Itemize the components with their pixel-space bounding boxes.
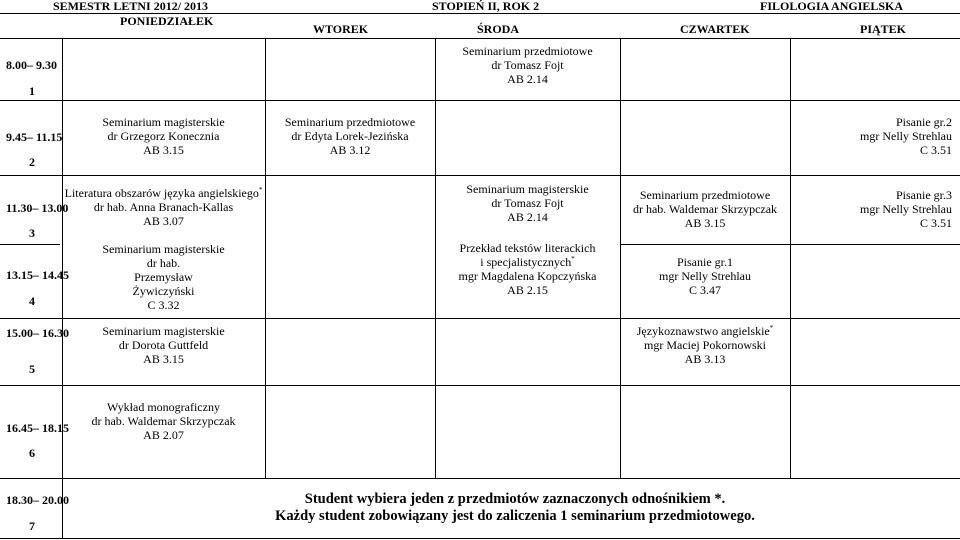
- lecturer-title: dr hab.: [146, 256, 181, 270]
- course-title: Seminarium przedmiotowe: [284, 115, 416, 129]
- room: AB 2.14: [507, 210, 548, 224]
- slot-number: 3: [29, 226, 35, 240]
- class-monday-slot5[interactable]: [62, 324, 265, 366]
- course-title: Seminarium przedmiotowe: [639, 188, 771, 202]
- course-title: Językoznawstwo angielskie: [636, 324, 770, 338]
- class-monday-slot6[interactable]: [62, 400, 265, 442]
- days-rule: [0, 38, 960, 39]
- row-divider: [0, 244, 60, 245]
- row-divider: [0, 318, 960, 319]
- room: AB 3.15: [143, 352, 184, 366]
- class-monday-slot3[interactable]: [62, 186, 265, 228]
- lecturer: mgr Magdalena Kopczyńska: [458, 269, 597, 283]
- lecturer-first-name: Przemysław: [134, 270, 193, 284]
- class-friday-slot3[interactable]: [790, 188, 952, 230]
- column-divider: [265, 38, 266, 478]
- lecturer: dr Edyta Lorek-Jezińska: [291, 129, 409, 143]
- lecturer: mgr Nelly Strehlau: [659, 269, 751, 283]
- day-header-tuesday: WTOREK: [313, 22, 369, 36]
- course-title: Pisanie gr.1: [677, 255, 733, 269]
- program-name: FILOLOGIA ANGIELSKA: [760, 0, 904, 13]
- slot-number: 2: [29, 155, 35, 169]
- course-title: Seminarium magisterskie: [102, 115, 225, 129]
- slot-time: 15.00– 16.30: [6, 326, 69, 340]
- class-monday-slot4[interactable]: [62, 242, 265, 312]
- room: AB 2.14: [507, 72, 548, 86]
- slot-time: 16.45– 18.15: [6, 421, 69, 435]
- slot-number: 6: [29, 446, 35, 460]
- slot-time: 9.45– 11.15: [6, 130, 63, 144]
- class-friday-slot2[interactable]: [790, 115, 952, 157]
- row-divider: [0, 478, 960, 479]
- room: C 3.47: [688, 283, 721, 297]
- course-title: Seminarium magisterskie: [102, 242, 225, 256]
- row-divider: [0, 385, 960, 386]
- course-title-continued: i specjalistycznych: [480, 255, 572, 269]
- class-wednesday-slot1[interactable]: [435, 44, 620, 86]
- class-wednesday-slot3[interactable]: [435, 182, 620, 224]
- room: C 3.32: [147, 298, 180, 312]
- room: AB 3.13: [684, 352, 726, 366]
- room: AB 2.07: [143, 428, 184, 442]
- column-divider: [790, 38, 791, 478]
- room: C 3.51: [919, 216, 952, 230]
- lecturer: dr hab. Waldemar Skrzypczak: [91, 414, 236, 428]
- room: AB 2.15: [507, 283, 548, 297]
- class-tuesday-slot2[interactable]: [265, 115, 435, 157]
- room: C 3.51: [919, 143, 952, 157]
- course-title: Seminarium magisterskie: [102, 324, 225, 338]
- class-monday-slot2[interactable]: [62, 115, 265, 157]
- course-title: Pisanie gr.2: [896, 115, 952, 129]
- row-divider: [0, 175, 960, 176]
- elective-mark: *: [769, 324, 774, 332]
- class-thursday-slot3[interactable]: [620, 188, 790, 230]
- class-thursday-slot4[interactable]: [620, 255, 790, 297]
- day-header-wednesday: ŚRODA: [477, 22, 520, 36]
- course-title: Literatura obszarów języka angielskiego: [64, 186, 259, 200]
- course-title: Seminarium magisterskie: [466, 182, 589, 196]
- lecturer: dr Tomasz Fojt: [491, 196, 564, 210]
- lecturer: dr Dorota Guttfeld: [118, 338, 209, 352]
- slot-number: 5: [29, 362, 35, 376]
- room: AB 3.07: [143, 214, 184, 228]
- class-thursday-slot5[interactable]: [620, 324, 790, 366]
- slot-number: 7: [29, 519, 35, 533]
- footer-note-elective: Student wybiera jeden z przedmiotów zaznaczonych odnośnikiem *.: [304, 491, 726, 507]
- slot-time: 8.00– 9.30: [6, 58, 57, 72]
- course-title: Wykład monograficzny: [107, 400, 220, 414]
- slot-time: 11.30– 13.00: [6, 201, 69, 215]
- lecturer: dr hab. Waldemar Skrzypczak: [632, 202, 778, 216]
- course-title: Seminarium przedmiotowe: [462, 44, 593, 58]
- study-level: STOPIEŃ II, ROK 2: [432, 0, 540, 13]
- lecturer: dr hab. Anna Branach-Kallas: [93, 200, 234, 214]
- lecturer: mgr Maciej Pokornowski: [644, 338, 766, 352]
- room: AB 3.12: [329, 143, 371, 157]
- elective-mark: *: [258, 186, 263, 194]
- room: AB 3.15: [684, 216, 726, 230]
- day-header-monday: PONIEDZIAŁEK: [120, 14, 214, 28]
- day-header-friday: PIĄTEK: [860, 22, 907, 36]
- course-title: Przekład tekstów literackich: [459, 241, 596, 255]
- lecturer: dr Tomasz Fojt: [491, 58, 564, 72]
- course-title: Pisanie gr.3: [896, 188, 952, 202]
- semester-title: SEMESTR LETNI 2012/ 2013: [53, 0, 209, 13]
- lecturer: dr Grzegorz Konecznia: [107, 129, 220, 143]
- row-divider: [0, 100, 960, 101]
- class-wednesday-slot4[interactable]: [435, 241, 620, 297]
- elective-mark: *: [571, 255, 575, 263]
- slot-number: 1: [29, 84, 35, 98]
- footer-note-seminar: Każdy student zobowiązany jest do zaliczenia 1 seminarium przedmiotowego.: [275, 508, 755, 524]
- room: AB 3.15: [143, 143, 184, 157]
- slot-time: 18.30– 20.00: [6, 493, 69, 507]
- slot-time: 13.15– 14.45: [6, 268, 69, 282]
- day-header-thursday: CZWARTEK: [680, 22, 750, 36]
- slot-number: 4: [29, 294, 35, 308]
- lecturer: mgr Nelly Strehlau: [860, 202, 952, 216]
- lecturer-last-name: Żywiczyński: [132, 284, 195, 298]
- row-divider: [0, 538, 960, 539]
- lecturer: mgr Nelly Strehlau: [860, 129, 952, 143]
